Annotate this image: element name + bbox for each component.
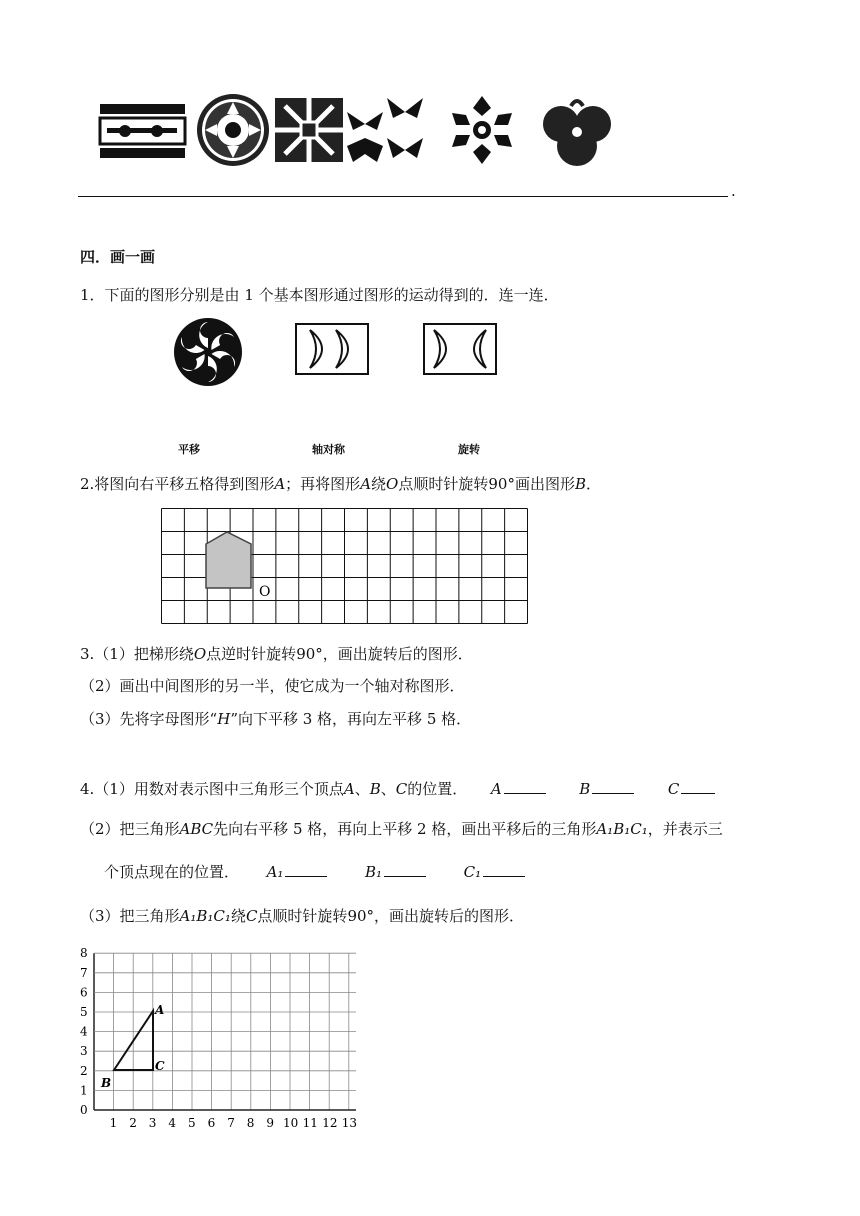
section-title: 四．画一画 <box>80 248 156 266</box>
blank-b[interactable] <box>592 779 634 794</box>
x-tick-label: 1 <box>109 1116 118 1130</box>
q2-text: 2.将图向右平移五格得到图形A；再将图形A绕O点顺时针旋转90°画出图形B． <box>80 475 602 493</box>
x-tick-label: 13 <box>341 1116 358 1130</box>
q3-line1: 3.（1）把梯形绕O点逆时针旋转90°，画出旋转后的图形． <box>80 645 473 663</box>
x-tick-label: 8 <box>246 1116 255 1130</box>
moons-symmetry-icon <box>424 324 496 374</box>
y-tick-label: 8 <box>80 948 88 961</box>
rosette-icon <box>197 94 269 166</box>
y-tick-label: 7 <box>80 965 88 980</box>
blank-c[interactable] <box>681 779 715 794</box>
q3-line3: （3）先将字母图形“H”向下平移 3 格，再向左平移 5 格． <box>80 710 472 728</box>
q1-text: 1．下面的图形分别是由 1 个基本图形通过图形的运动得到的．连一连． <box>80 286 559 304</box>
y-tick-label: 0 <box>80 1103 88 1117</box>
x-tick-label: 3 <box>148 1116 157 1130</box>
moons-translation-icon <box>296 324 368 374</box>
lattice-icon <box>275 98 343 162</box>
band-pattern-icon <box>100 104 185 158</box>
y-tick-label: 5 <box>80 1005 88 1019</box>
blank-b1[interactable] <box>384 862 426 877</box>
vertex-label-a: A <box>155 1003 165 1017</box>
q1-figures <box>172 316 502 388</box>
x-tick-label: 7 <box>227 1116 235 1130</box>
pentagon-shape <box>206 532 251 588</box>
x-tick-label: 9 <box>266 1116 275 1130</box>
hex-flower-icon <box>452 96 512 164</box>
x-tick-label: 2 <box>129 1116 137 1130</box>
label-rotation: 旋转 <box>458 443 480 456</box>
blank-a1[interactable] <box>285 862 327 877</box>
y-tick-label: 3 <box>80 1044 88 1059</box>
pattern-row <box>95 90 625 170</box>
label-symmetry: 轴对称 <box>312 443 345 456</box>
blank-a[interactable] <box>504 779 546 794</box>
y-tick-label: 2 <box>80 1063 88 1078</box>
y-tick-label: 4 <box>80 1024 88 1039</box>
swirl-wheel-icon <box>174 318 242 386</box>
x-tick-label: 4 <box>168 1116 177 1130</box>
grid-point-o: O <box>259 584 271 600</box>
vertex-label-b: B <box>101 1076 112 1090</box>
x-tick-label: 12 <box>322 1116 338 1130</box>
answer-line-end: . <box>731 182 736 200</box>
q4-line2: （2）把三角形ABC先向右平移 5 格，再向上平移 2 格，画出平移后的三角形A₁B₁C₁，并表示三 <box>80 820 723 838</box>
x-tick-label: 5 <box>188 1116 196 1130</box>
answer-line <box>78 196 728 197</box>
q4-coordinate-grid[interactable] <box>76 948 376 1138</box>
vertex-label-c: C <box>155 1059 165 1073</box>
q4-line4: （3）把三角形A₁B₁C₁绕C点顺时针旋转90°，画出旋转后的图形． <box>80 907 525 925</box>
q3-line2: （2）画出中间图形的另一半，使它成为一个轴对称图形． <box>80 677 465 695</box>
y-tick-label: 6 <box>80 985 88 1000</box>
blank-c1[interactable] <box>483 862 525 877</box>
q4-line3: 个顶点现在的位置． A₁ B₁ C₁ <box>104 861 531 882</box>
q4-line1: 4.（1）用数对表示图中三角形三个顶点A、B、C的位置． A B C <box>80 778 721 799</box>
q2-grid[interactable] <box>160 507 530 625</box>
x-tick-label: 11 <box>302 1116 318 1130</box>
label-translation: 平移 <box>178 443 200 456</box>
x-tick-label: 10 <box>283 1116 299 1130</box>
x-tick-label: 6 <box>207 1116 216 1130</box>
butterflies-icon <box>347 98 423 162</box>
clover-icon <box>543 101 611 166</box>
y-tick-label: 1 <box>80 1083 88 1098</box>
